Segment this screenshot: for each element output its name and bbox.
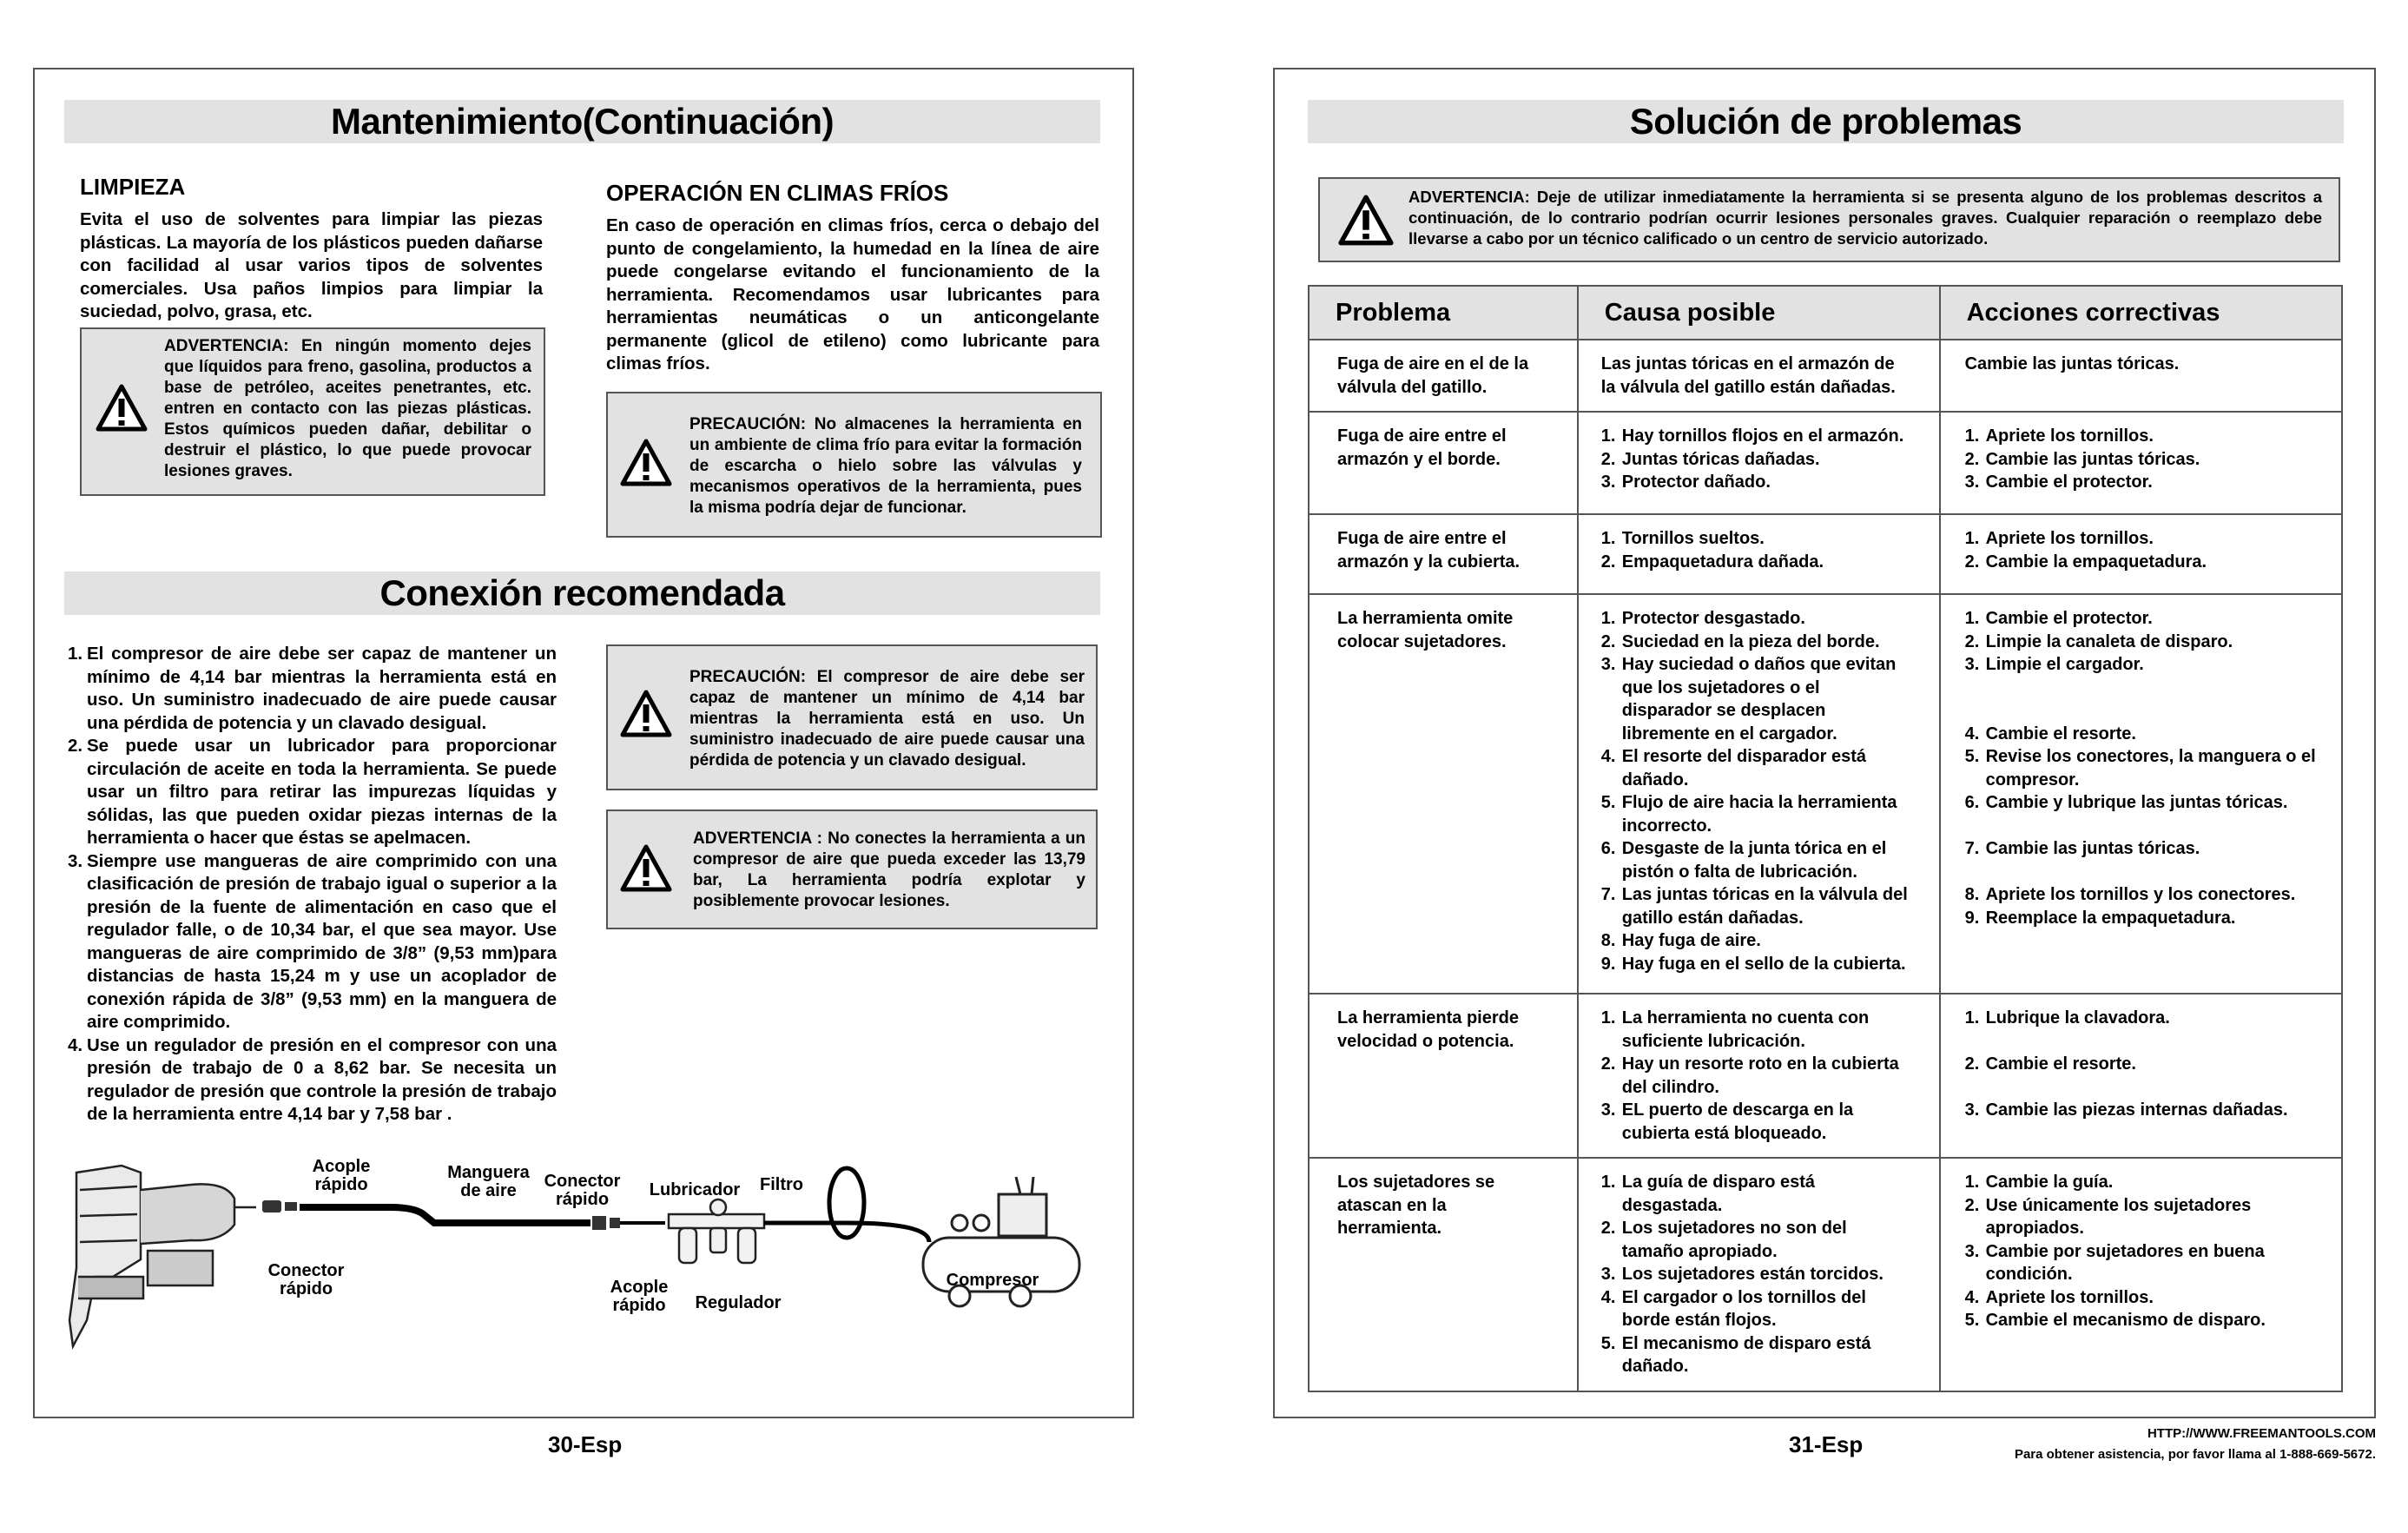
list-item: 7. Las juntas tóricas en la válvula del gatillo están dañadas. — [1600, 885, 1908, 928]
action-cell — [1940, 1158, 2342, 1391]
list-item: 3. EL puerto de descarga en la cubierta está bloqueado. — [1600, 1100, 1854, 1143]
connection-title: Conexión recomendada — [64, 572, 1100, 615]
list-item: 2. Suciedad en la pieza del borde. — [1600, 631, 1880, 651]
list-item: Las juntas tóricas en el armazón de la válvula del gatillo están dañadas. — [1600, 354, 1896, 397]
list-item: 1. Apriete los tornillos. — [1964, 529, 2154, 548]
header-cause: Causa posible — [1578, 286, 1940, 340]
label-filtro: Filtro — [760, 1175, 803, 1194]
list-item: 8. Apriete los tornillos y los conectores. — [1964, 885, 2296, 904]
list-item: Cambie las juntas tóricas. — [1964, 354, 2180, 373]
troubleshooting-title: Solución de problemas — [1308, 100, 2344, 143]
label-manguera: Manguera de aire — [447, 1163, 530, 1200]
problem-cell: Fuga de aire en el de la válvula del gatillo. — [1309, 340, 1578, 412]
table-header-row — [1309, 286, 2342, 340]
list-item: 3. Hay suciedad o daños que evitan que los sujetadores o el disparador se desplacen libremente en el cargador. — [1600, 655, 1897, 743]
troubleshooting-warning-text: ADVERTENCIA: Deje de utilizar inmediatamente la herramienta si se presenta alguno de los problemas descritos a continuación, de lo contrario podrían ocurrir lesiones personales graves. Cualquier reparación o reemplazo debe llevarse a cabo por un técnico calificado o un centro de servicio autorizado. — [1409, 188, 2322, 248]
warning-triangle-icon — [620, 690, 672, 738]
air-hose — [300, 1207, 590, 1223]
list-item: 4. El cargador o los tornillos del borde están flojos. — [1600, 1287, 1866, 1330]
connection-warning-text: ADVERTENCIA : No conectes la herramienta a un compresor de aire que pueda exceder las 13,79 bar, La herramienta podría explotar y posiblemente provocar lesiones. — [693, 829, 1085, 910]
cleaning-warning-text: ADVERTENCIA: En ningún momento dejes que líquidos para freno, gasolina, productos a base de petróleo, aceites penetrantes, etc. entren en contacto con las piezas plásticas. Estos químicos pueden dañar, debilitar o destruir el plástico, lo que puede provocar lesiones graves. — [164, 337, 531, 480]
action-cell — [1940, 514, 2342, 594]
label-conector-1: Conector rápido — [267, 1261, 345, 1298]
label-acople-2: Acople rápido — [610, 1278, 669, 1315]
list-item: 2. Hay un resorte roto en la cubierta del cilindro. — [1600, 1054, 1899, 1097]
list-item: 3. Los sujetadores están torcidos. — [1600, 1265, 1884, 1284]
warning-triangle-icon — [96, 384, 148, 433]
list-item: 3. Cambie por sujetadores en buena condición. — [1964, 1241, 2265, 1284]
list-item: 2. Limpie la canaleta de disparo. — [1964, 631, 2233, 651]
list-item: 1. La guía de disparo está desgastada. — [1600, 1173, 1816, 1215]
list-item: 2. Cambie la empaquetadura. — [1964, 552, 2207, 572]
list-item: 1. Hay tornillos flojos en el armazón. — [1600, 426, 1904, 446]
cleaning-text: Evita el uso de solventes para limpiar las piezas plásticas. La mayoría de los plásticos pueden dañarse con facilidad al usar varios tipos de solventes comerciales. Usa paños limpios para limpiar la suciedad, polvo, grasa, etc. — [80, 209, 543, 321]
connection-steps — [68, 643, 557, 1127]
cause-cell — [1578, 340, 1940, 412]
problem-cell: Fuga de aire entre el armazón y el borde. — [1309, 412, 1578, 514]
header-actions: Acciones correctivas — [1940, 286, 2342, 340]
list-item: 2. Se puede usar un lubricador para proporcionar circulación de aceite en toda la herramienta. Se puede usar un filtro para retirar las impurezas líquidas y sólidas, las que pueden oxidar piezas internas de la herramienta o hacer que éstas se apelmacen. — [68, 736, 557, 848]
list-item: 1. Lubrique la clavadora. — [1964, 1008, 2170, 1028]
list-item: 1. Apriete los tornillos. — [1964, 426, 2154, 446]
list-item: 2. Juntas tóricas dañadas. — [1600, 449, 1820, 469]
page-number-left: 30-Esp — [548, 1431, 623, 1457]
label-acople-1: Acople rápido — [312, 1157, 371, 1194]
list-item: 4. El resorte del disparador está dañado. — [1600, 747, 1866, 790]
cleaning-warning-box — [80, 327, 545, 496]
list-item: 1. Protector desgastado. — [1600, 609, 1805, 628]
list-item: 2. Empaquetadura dañada. — [1600, 552, 1824, 572]
cause-cell — [1578, 412, 1940, 514]
website-url: HTTP://WWW.FREEMANTOOLS.COM — [2147, 1426, 2376, 1441]
list-item: 1. Tornillos sueltos. — [1600, 529, 1765, 548]
list-item: 5. Flujo de aire hacia la herramienta incorrecto. — [1600, 793, 1897, 836]
problem-cell: La herramienta pierde velocidad o potencia. — [1309, 994, 1578, 1158]
list-item: 8. Hay fuga de aire. — [1600, 931, 1761, 950]
warning-triangle-icon — [1337, 195, 1395, 247]
list-item: 3. Cambie las piezas internas dañadas. — [1964, 1100, 2288, 1120]
table-row — [1309, 994, 2342, 1158]
cold-weather-text: En caso de operación en climas fríos, cerca o debajo del punto de congelamiento, la humedad en la línea de aire puede congelarse evitando el funcionamiento de la herramienta. Recomendamos usar lubricantes para herramientas neumáticas o un anticongelante permanente (glicol de etileno) como lubricante para climas fríos. — [606, 215, 1099, 373]
list-item: 4. Apriete los tornillos. — [1964, 1287, 2154, 1307]
page-number-right: 31-Esp — [1789, 1431, 1864, 1457]
list-item: 1. El compresor de aire debe ser capaz de mantener un mínimo de 4,14 bar mientras la herramienta está en uso. Un suministro inadecuado de aire puede causar una pérdida de potencia y un clavado desigual. — [68, 644, 557, 733]
label-conector-2: Conector rápido — [544, 1172, 621, 1209]
list-item: 2. Use únicamente los sujetadores apropiados. — [1964, 1195, 2252, 1238]
list-item: 1. Cambie la guía. — [1964, 1173, 2114, 1192]
list-item: 3. Limpie el cargador. — [1964, 655, 2144, 674]
action-cell — [1940, 340, 2342, 412]
table-row — [1309, 514, 2342, 594]
problem-cell: Fuga de aire entre el armazón y la cubierta. — [1309, 514, 1578, 594]
problem-cell: Los sujetadores se atascan en la herramienta. — [1309, 1158, 1578, 1391]
cold-caution-box — [606, 392, 1102, 538]
list-item: 1. La herramienta no cuenta con suficiente lubricación. — [1600, 1008, 1870, 1051]
list-item: 2. Cambie el resorte. — [1964, 1054, 2136, 1074]
list-item: 5. Revise los conectores, la manguera o el compresor. — [1964, 747, 2316, 790]
cause-cell — [1578, 514, 1940, 594]
table-row — [1309, 1158, 2342, 1391]
quick-coupler-icon — [262, 1200, 297, 1213]
list-item: 9. Reemplace la empaquetadura. — [1964, 908, 2236, 928]
label-compresor: Compresor — [946, 1271, 1039, 1290]
warning-triangle-icon — [620, 844, 672, 893]
problem-cell: La herramienta omite colocar sujetadores. — [1309, 594, 1578, 994]
action-cell — [1940, 412, 2342, 514]
troubleshooting-warning-box — [1318, 177, 2340, 262]
troubleshooting-table — [1308, 285, 2343, 1392]
cause-cell — [1578, 994, 1940, 1158]
hose-coil — [829, 1168, 864, 1238]
list-item: 6. Desgaste de la junta tórica en el pistón o falta de lubricación. — [1600, 839, 1887, 882]
table-row — [1309, 340, 2342, 412]
list-item: 4. Use un regulador de presión en el compresor con una presión de trabajo de 0 a 8,62 bar. Se necesita un regulador de presión que controle la presión de trabajo de la herramienta entre 4,14 bar y 7,58 bar . — [68, 1034, 557, 1124]
cause-cell — [1578, 1158, 1940, 1391]
quick-connector-icon — [592, 1216, 620, 1230]
support-phone: Para obtener asistencia, por favor llama al 1-888-669-5672. — [2014, 1447, 2376, 1462]
label-regulador: Regulador — [695, 1293, 782, 1312]
filter-regulator-lubricator-icon — [669, 1199, 764, 1263]
list-item: 6. Cambie y lubrique las juntas tóricas. — [1964, 793, 2288, 812]
list-item: 5. El mecanismo de disparo está dañado. — [1600, 1333, 1871, 1376]
list-item: 5. Cambie el mecanismo de disparo. — [1964, 1311, 2266, 1330]
list-item: 3. Cambie el protector. — [1964, 472, 2153, 492]
header-problem: Problema — [1309, 286, 1578, 340]
cold-weather-heading: OPERACIÓN EN CLIMAS FRÍOS — [606, 180, 949, 206]
connection-warning-box — [606, 809, 1098, 929]
list-item: 2. Los sujetadores no son del tamaño apropiado. — [1600, 1219, 1847, 1261]
nailer-illustration — [69, 1166, 256, 1346]
cleaning-heading: LIMPIEZA — [80, 174, 186, 200]
list-item: 3. Siempre use mangueras de aire comprimido con una clasificación de presión de trabajo igual o superior a la presión de la fuente de alimentación en caso que el regulador falle, o de 10,34 bar, el que sea mayor. Use mangueras de aire comprimido de 3/8” (9,53 mm)para distancias de hasta 15,24 m y use un acoplador de conexión rápida de 3/8” (9,53 mm) en la manguera de aire comprimido. — [68, 850, 557, 1032]
cold-caution-text: PRECAUCIÓN: No almacenes la herramienta en un ambiente de clima frío para evitar la formación de escarcha o hielo sobre las válvulas y mecanismos operativos de la herramienta, pues la misma podría dejar de funcionar. — [689, 415, 1082, 517]
list-item: 3. Protector dañado. — [1600, 472, 1771, 492]
warning-triangle-icon — [620, 439, 672, 487]
cause-cell — [1578, 594, 1940, 994]
action-cell — [1940, 994, 2342, 1158]
table-row — [1309, 594, 2342, 994]
maintenance-title: Mantenimiento(Continuación) — [64, 100, 1100, 143]
action-cell — [1940, 594, 2342, 994]
list-item: 4. Cambie el resorte. — [1964, 724, 2136, 743]
list-item: 7. Cambie las juntas tóricas. — [1964, 839, 2200, 858]
label-lubricador: Lubricador — [649, 1180, 741, 1199]
list-item: 1. Cambie el protector. — [1964, 609, 2153, 628]
connection-caution-text: PRECAUCIÓN: El compresor de aire debe ser capaz de mantener un mínimo de 4,14 bar mientras la herramienta está en uso. Un suministro inadecuado de aire puede causar una pérdida de potencia y un clavado desigual. — [689, 668, 1085, 770]
connection-caution-box — [606, 644, 1098, 790]
list-item: 9. Hay fuga en el sello de la cubierta. — [1600, 954, 1906, 974]
list-item: 2. Cambie las juntas tóricas. — [1964, 449, 2200, 469]
table-row — [1309, 412, 2342, 514]
